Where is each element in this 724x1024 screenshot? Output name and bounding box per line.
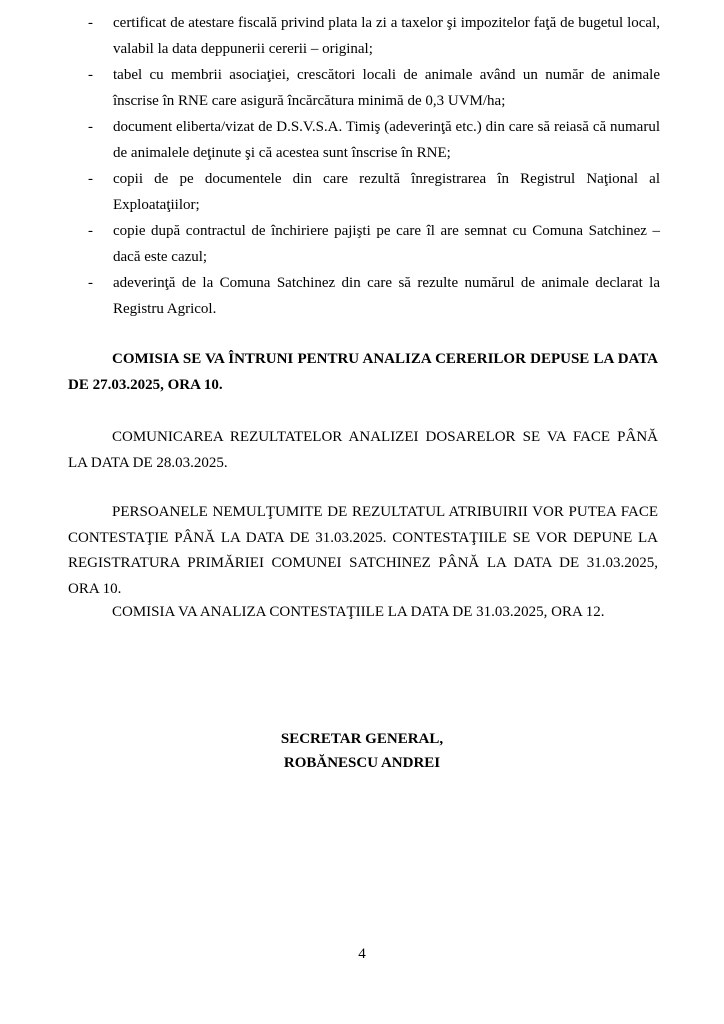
list-item bbox=[88, 115, 660, 166]
signature-name: ROBĂNESCU ANDREI bbox=[283, 755, 441, 771]
contestation-analysis-notice: COMISIA VA ANALIZA CONTESTAŢIILE LA DATA DE 31.03.2025, ORA 12. bbox=[112, 604, 605, 620]
contestations-notice: PERSOANELE NEMULŢUMITE DE REZULTATUL ATRIBUIRII VOR PUTEA FACE CONTESTAŢIE PÂNĂ LA DATA DE 31.03.2025. CONTESTAŢIILE SE VOR DEPUNE LA REGISTRATURA PRIMĂRIEI COMUNEI SATCHINEZ PÂNĂ LA DATA DE 31.03.2025, ORA 10. bbox=[68, 504, 658, 597]
list-bullet: - bbox=[88, 15, 93, 31]
list-item bbox=[88, 11, 660, 62]
list-item-text: document eliberta/vizat de D.S.V.S.A. Timiş (adeverinţă etc.) din care să reiasă că numarul de animalele deţinute şi că acestea sunt înscrise în RNE; bbox=[113, 119, 660, 161]
list-item bbox=[88, 63, 660, 114]
list-item-text: copie după contractul de închiriere pajişti pe care îl are semnat cu Comuna Satchinez – dacă este cazul; bbox=[113, 223, 660, 265]
commission-meeting-notice: COMISIA SE VA ÎNTRUNI PENTRU ANALIZA CERERILOR DEPUSE LA DATA DE 27.03.2025, ORA 10. bbox=[68, 351, 658, 393]
list-item-text: adeverinţă de la Comuna Satchinez din care să rezulte numărul de animale declarat la Registru Agricol. bbox=[113, 275, 660, 317]
list-bullet: - bbox=[88, 171, 93, 187]
list-item-text: tabel cu membrii asociaţiei, crescători locali de animale având un număr de animale înscrise în RNE care asigură încărcătura minimă de 0,3 UVM/ha; bbox=[113, 67, 660, 109]
list-item-text: certificat de atestare fiscală privind plata la zi a taxelor şi impozitelor faţă de bugetul local, valabil la data deppunerii cererii – original; bbox=[113, 15, 660, 57]
signature-title: SECRETAR GENERAL, bbox=[280, 731, 444, 747]
results-communication-notice: COMUNICAREA REZULTATELOR ANALIZEI DOSARELOR SE VA FACE PÂNĂ LA DATA DE 28.03.2025. bbox=[68, 429, 658, 471]
list-item-text: copii de pe documentele din care rezultă înregistrarea în Registrul Naţional al Exploataţiilor; bbox=[113, 171, 660, 213]
list-item bbox=[88, 271, 660, 322]
list-bullet: - bbox=[88, 119, 93, 135]
list-bullet: - bbox=[88, 67, 93, 83]
list-bullet: - bbox=[88, 275, 93, 291]
list-item bbox=[88, 167, 660, 218]
list-bullet: - bbox=[88, 223, 93, 239]
requirements-list bbox=[88, 11, 660, 323]
list-item bbox=[88, 219, 660, 270]
page-number: 4 bbox=[358, 946, 366, 962]
